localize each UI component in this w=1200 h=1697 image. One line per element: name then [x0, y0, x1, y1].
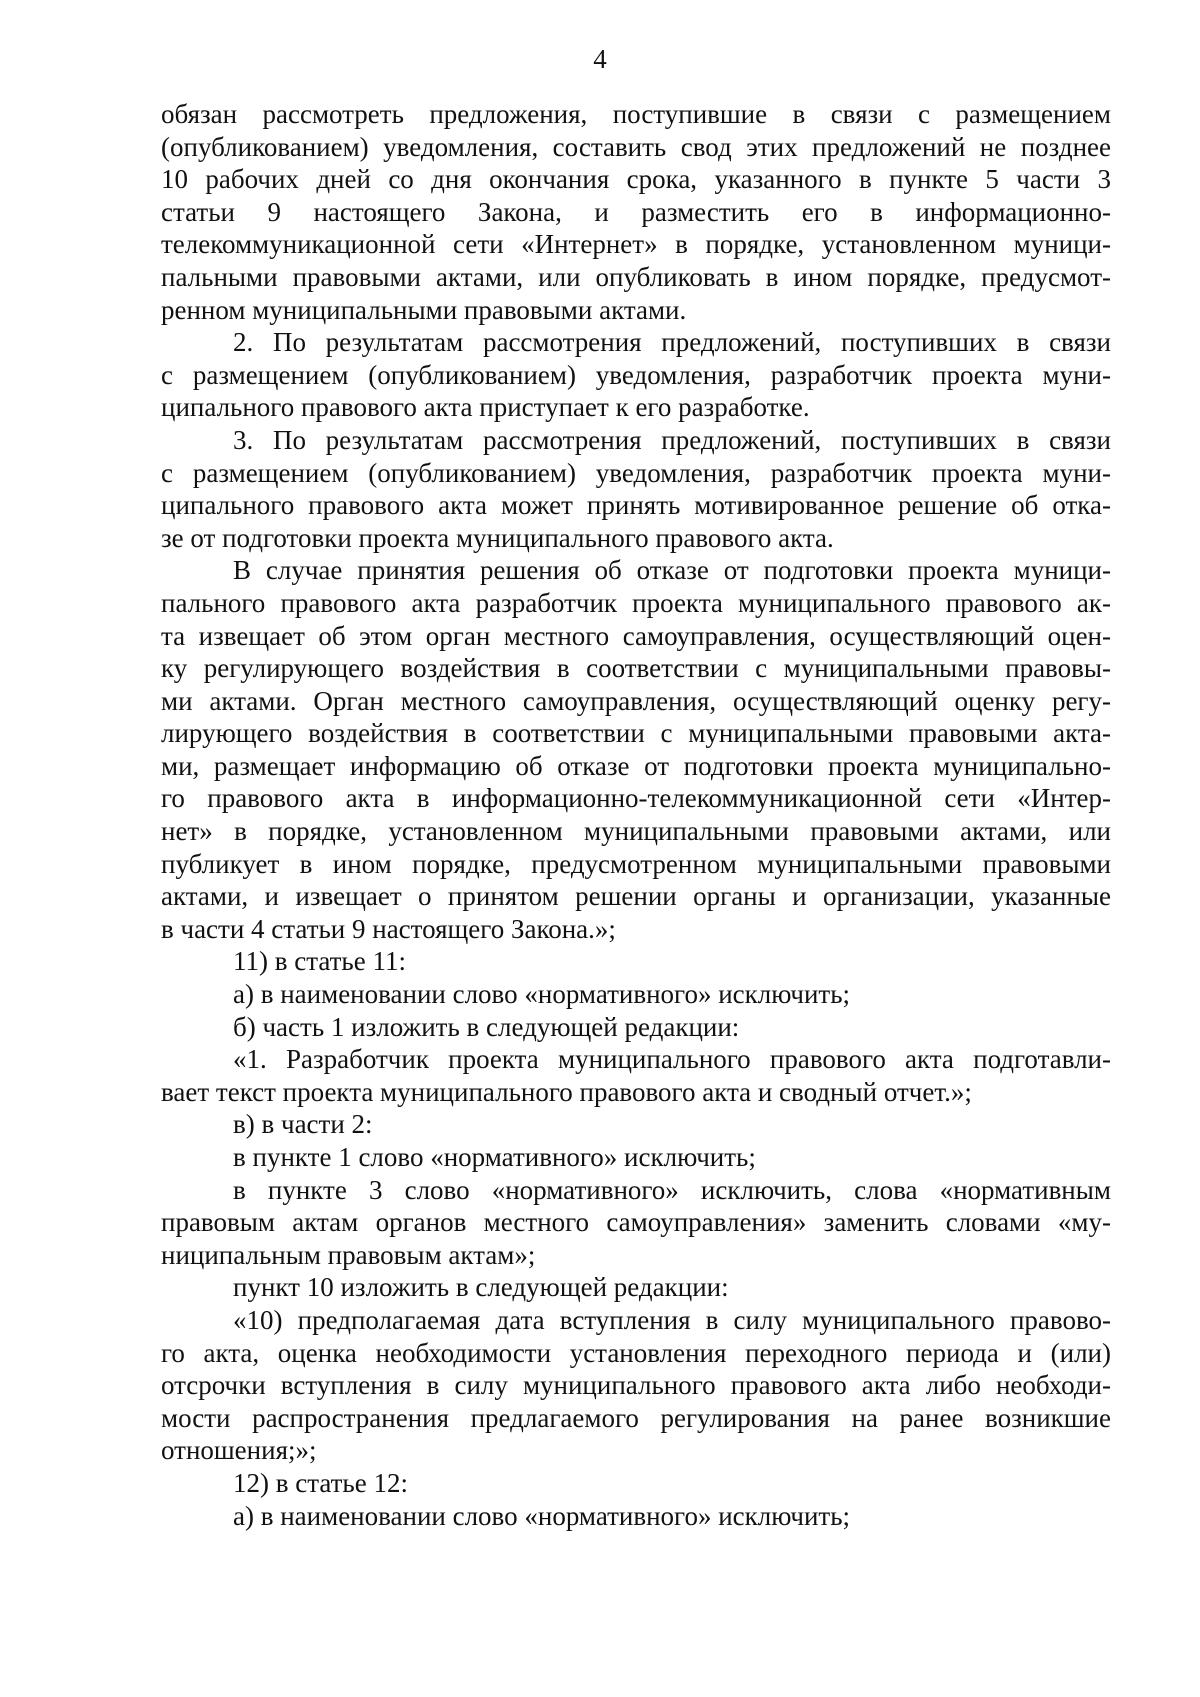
text-line: та извещает об этом орган местного самоуправления, осуществляющий оцен- [161, 620, 1111, 651]
text-line: (опубликованием) уведомления, составить свод этих предложений не позднее [161, 131, 1111, 162]
text-line: ципального правового акта приступает к его разработке. [161, 392, 810, 423]
text-line: ренном муниципальными правовыми актами. [161, 294, 687, 325]
text-line: ми актами. Орган местного самоуправления, осуществляющий оценку регу- [161, 685, 1111, 716]
text-line: отсрочки вступления в силу муниципального правового акта либо необходи- [161, 1370, 1111, 1401]
text-line: телекоммуникационной сети «Интернет» в порядке, установленном муници- [161, 229, 1111, 260]
text-line: в пункте 3 слово «нормативного» исключить, слова «нормативным [233, 1174, 1111, 1205]
text-line: «10) предполагаемая дата вступления в силу муниципального правово- [233, 1304, 1111, 1335]
text-line: а) в наименовании слово «нормативного» исключить; [233, 1500, 851, 1531]
text-line: пального правового акта разработчик проекта муниципального правового ак- [161, 587, 1111, 618]
text-line: с размещением (опубликованием) уведомления, разработчик проекта муни- [161, 359, 1111, 390]
text-line: 11) в статье 11: [233, 946, 406, 977]
text-line: 10 рабочих дней со дня окончания срока, указанного в пункте 5 части 3 [161, 164, 1111, 195]
text-line: вает текст проекта муниципального правового акта и сводный отчет.»; [161, 1076, 972, 1107]
text-line: б) часть 1 изложить в следующей редакции: [233, 1011, 740, 1042]
text-line: «1. Разработчик проекта муниципального правового акта подготавли- [233, 1044, 1111, 1075]
text-line: ниципальным правовым актам»; [161, 1239, 536, 1270]
text-line: 2. По результатам рассмотрения предложений, поступивших в связи [233, 327, 1111, 358]
text-line: правовым актам органов местного самоуправления» заменить словами «му- [161, 1207, 1111, 1238]
page-number: 4 [593, 44, 607, 74]
document-body [161, 98, 1111, 1532]
text-line: пальными правовыми актами, или опубликовать в ином порядке, предусмот- [161, 261, 1111, 292]
text-line: в пункте 1 слово «нормативного» исключить; [233, 1142, 756, 1172]
text-line: зе от подготовки проекта муниципального правового акта. [161, 522, 834, 553]
text-line: статьи 9 настоящего Закона, и разместить его в информационно- [161, 196, 1111, 227]
text-line: отношения;»; [161, 1435, 317, 1466]
text-line: с размещением (опубликованием) уведомления, разработчик проекта муни- [161, 457, 1111, 488]
text-line: в части 4 статьи 9 настоящего Закона.»; [161, 913, 616, 944]
text-line: го акта, оценка необходимости установления переходного периода и (или) [161, 1337, 1111, 1368]
text-line: ку регулирующего воздействия в соответствии с муниципальными правовы- [161, 653, 1111, 684]
text-line: нет» в порядке, установленном муниципальными правовыми актами, или [161, 816, 1111, 847]
text-line: лирующего воздействия в соответствии с муниципальными правовыми акта- [161, 718, 1111, 749]
text-line: пункт 10 изложить в следующей редакции: [233, 1272, 729, 1303]
text-line: 12) в статье 12: [233, 1467, 408, 1498]
text-line: В случае принятия решения об отказе от подготовки проекта муници- [233, 555, 1111, 586]
text-line: актами, и извещает о принятом решении органы и организации, указанные [161, 881, 1111, 912]
text-line: ципального правового акта может принять мотивированное решение об отка- [161, 490, 1111, 521]
text-line: 3. По результатам рассмотрения предложений, поступивших в связи [233, 424, 1111, 455]
text-line: а) в наименовании слово «нормативного» исключить; [233, 979, 851, 1010]
text-line: го правового акта в информационно-телекоммуникационной сети «Интер- [161, 783, 1111, 814]
text-line: ми, размещает информацию об отказе от подготовки проекта муниципально- [161, 750, 1111, 781]
text-line: публикует в ином порядке, предусмотренном муниципальными правовыми [161, 848, 1111, 879]
text-line: обязан рассмотреть предложения, поступившие в связи с размещением [161, 99, 1111, 129]
text-line: в) в части 2: [233, 1109, 373, 1140]
text-line: мости распространения предлагаемого регулирования на ранее возникшие [161, 1402, 1111, 1433]
